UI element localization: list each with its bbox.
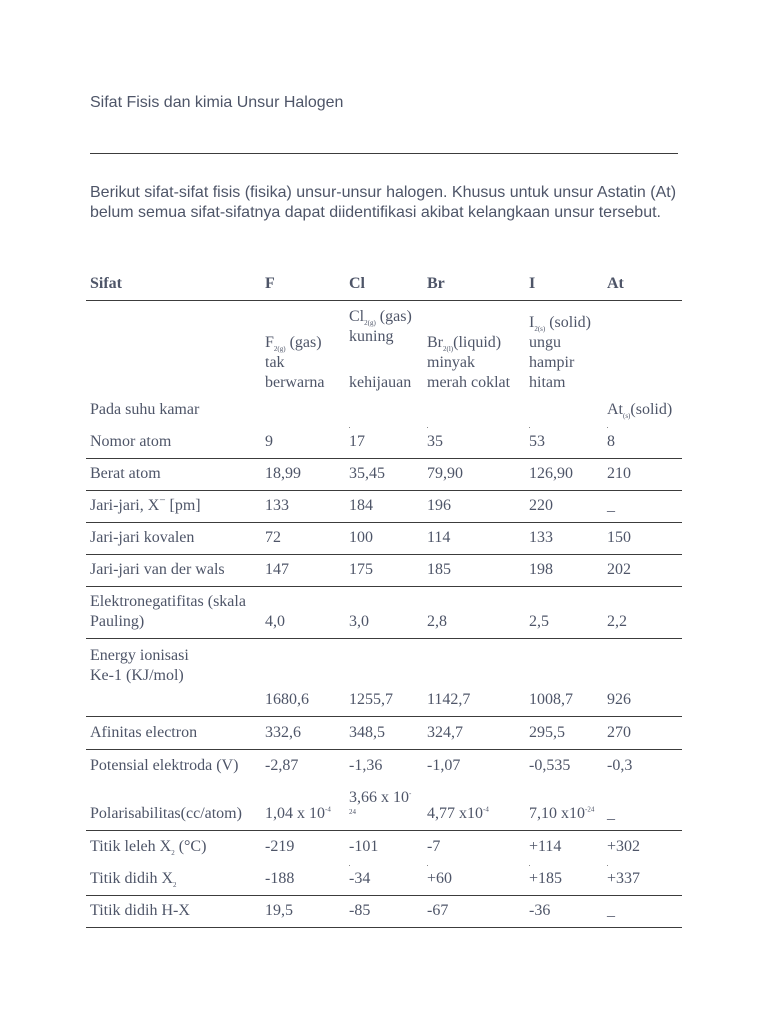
cell-cl: -85	[349, 902, 371, 919]
cell-f: 133	[265, 497, 289, 514]
cell-at: -0,3	[607, 757, 633, 774]
column-header-sifat: Sifat	[90, 275, 122, 292]
table-row-jari-jari-kovalen	[86, 523, 682, 555]
cell-f: 9	[265, 433, 273, 450]
row-label: Potensial elektroda (V)	[90, 757, 239, 774]
column-header-br: Br	[427, 275, 445, 292]
row-label: Nomor atom	[90, 433, 172, 450]
cell-br: 35	[427, 433, 443, 450]
cell-cl: 100	[349, 529, 373, 546]
cell-br: 4,77 $x10^{-4}$	[427, 805, 489, 822]
table-header-row	[86, 270, 682, 301]
table-row-titik-didih-hx	[86, 896, 682, 928]
cell-at: 926	[607, 691, 631, 708]
cell-at: +337	[607, 870, 641, 887]
table-row-pada-suhu-kamar	[86, 301, 682, 425]
cell-br: 196	[427, 497, 451, 514]
cell-cl: 17	[349, 433, 365, 450]
cell-br: 114	[427, 529, 451, 546]
cell-cl: 35,45	[349, 465, 385, 482]
cell-cl: 3,0	[349, 613, 369, 630]
cell-f: $F_{2(g)}$ (gas) tak berwarna	[265, 334, 325, 391]
cell-br: 1142,7	[427, 691, 471, 708]
row-label: Titik didih $X_2$	[90, 870, 177, 890]
cell-cl: 175	[349, 561, 373, 578]
cell-i: +185	[529, 870, 563, 887]
halogen-properties-table	[86, 270, 682, 928]
cell-cl: -101	[349, 838, 379, 855]
cell-cl: -1,36	[349, 757, 383, 774]
table-row-jari-jari-van-der-wals	[86, 555, 682, 587]
column-header-f: F	[265, 275, 275, 292]
cell-cl: 1255,7	[349, 691, 393, 708]
row-label: Afinitas electron	[90, 724, 198, 741]
cell-i: 133	[529, 529, 553, 546]
row-label: Energy ionisasi Ke-1 (KJ/mol)	[90, 647, 189, 684]
cell-br: -7	[427, 838, 441, 855]
cell-cl-line3: kehijauan	[349, 374, 412, 391]
cell-br: 79,90	[427, 465, 463, 482]
cell-at: 270	[607, 724, 631, 741]
cell-at: 202	[607, 561, 631, 578]
cell-i: -0,535	[529, 757, 571, 774]
cell-cl: -34	[349, 870, 371, 887]
cell-cl: 3,66 x 10-	[349, 789, 412, 806]
row-label: Berat atom	[90, 465, 161, 482]
row-label: Polarisabilitas(cc/atom)	[90, 805, 242, 822]
cell-cl-exponent-fragment: 24	[349, 808, 356, 816]
page-title: Sifat Fisis dan kimia Unsur Halogen	[90, 94, 344, 111]
cell-i: 295,5	[529, 724, 565, 741]
cell-br: 2,8	[427, 613, 447, 630]
cell-f: -188	[265, 870, 295, 887]
cell-at: 150	[607, 529, 631, 546]
cell-cl: 348,5	[349, 724, 385, 741]
cell-cl: 184	[349, 497, 373, 514]
cell-br: -1,07	[427, 757, 461, 774]
row-label: Elektronegatifitas (skala Pauling)	[90, 593, 246, 630]
cell-at: $At_{(s)}(solid)$	[607, 401, 673, 421]
cell-at: 2,2	[607, 613, 627, 630]
column-header-at: At	[607, 275, 624, 292]
cell-at: _	[607, 902, 615, 919]
cell-i: 198	[529, 561, 553, 578]
intro-paragraph: Berikut sifat-sifat fisis (fisika) unsur-unsur halogen. Khusus untuk unsur Astatin (At) belum semua sifat-sifatnya dapat diidentifikasi akibat kelangkaan unsur tersebut.	[90, 184, 677, 221]
table-row-elektronegatifitas	[86, 587, 682, 639]
cell-f: 72	[265, 529, 281, 546]
table-row-jari-jari-ion	[86, 491, 682, 523]
row-label: Pada suhu kamar	[90, 401, 200, 418]
table-row-nomor-atom	[86, 425, 682, 459]
cell-f: -219	[265, 838, 295, 855]
cell-cl: $Cl_{2(g)}$ (gas) kuning	[349, 308, 412, 345]
table-row-afinitas-electron	[86, 717, 682, 750]
row-label: Titik leleh $X_2$ (°C)	[90, 838, 207, 858]
table-row-potensial-elektroda	[86, 750, 682, 782]
cell-i: -36	[529, 902, 551, 919]
table-row-polarisabilitas	[86, 782, 682, 831]
cell-i: +114	[529, 838, 562, 855]
cell-at: _	[607, 497, 615, 514]
cell-f: 332,6	[265, 724, 301, 741]
cell-i: 53	[529, 433, 545, 450]
cell-f: 147	[265, 561, 289, 578]
row-label: Jari-jari van der wals	[90, 561, 225, 578]
column-header-i: I	[529, 275, 536, 292]
cell-br: 324,7	[427, 724, 463, 741]
table-row-titik-didih-x2	[86, 863, 682, 896]
cell-at: _	[607, 805, 615, 822]
column-header-cl: Cl	[349, 275, 365, 292]
row-label: Jari-jari kovalen	[90, 529, 195, 546]
row-label: Titik didih H-X	[90, 902, 190, 919]
cell-f: -2,87	[265, 757, 299, 774]
cell-br: +60	[427, 870, 453, 887]
cell-i: 220	[529, 497, 553, 514]
cell-i: 7,10 $x10^{-24}$	[529, 805, 595, 822]
cell-br: -67	[427, 902, 449, 919]
cell-at: 8	[607, 433, 615, 450]
table-row-titik-leleh	[86, 831, 682, 863]
cell-i: 126,90	[529, 465, 573, 482]
cell-at: 210	[607, 465, 631, 482]
title-divider	[90, 153, 678, 154]
row-label: Jari-jari, X− [pm]	[90, 494, 201, 514]
cell-f: 4,0	[265, 613, 285, 630]
cell-i: 2,5	[529, 613, 549, 630]
table-row-berat-atom	[86, 459, 682, 491]
cell-br: $Br_{2(l)}(liquid)$ minyak merah coklat	[427, 334, 511, 391]
cell-i: $I_{2(s)}$ (solid) ungu hampir hitam	[529, 314, 591, 391]
table-row-energy-ionisasi	[86, 639, 682, 717]
cell-f: 1680,6	[265, 691, 309, 708]
cell-i: 1008,7	[529, 691, 573, 708]
cell-br: 185	[427, 561, 451, 578]
cell-f: 18,99	[265, 465, 301, 482]
cell-at: +302	[607, 838, 641, 855]
cell-f: 19,5	[265, 902, 293, 919]
cell-f: 1,04 x $10^{-4}$	[265, 805, 331, 822]
